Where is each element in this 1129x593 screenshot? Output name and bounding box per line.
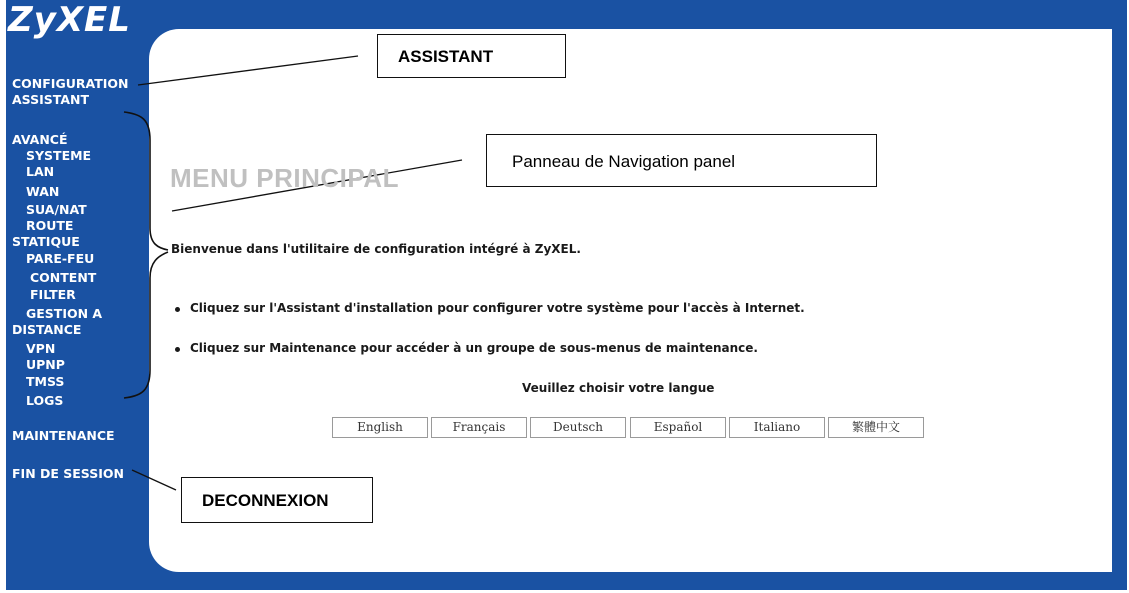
language-button-italiano[interactable]: Italiano — [729, 417, 825, 438]
language-button-francais[interactable]: Français — [431, 417, 527, 438]
nav-label-configuration: CONFIGURATION — [12, 76, 129, 91]
language-prompt: Veuillez choisir votre langue — [522, 381, 715, 395]
nav-pare-feu[interactable]: PARE-FEU — [26, 251, 95, 266]
language-button-deutsch[interactable]: Deutsch — [530, 417, 626, 438]
nav-statique[interactable]: STATIQUE — [12, 234, 80, 249]
nav-upnp[interactable]: UPNP — [26, 357, 65, 372]
zyxel-logo: ZyXEL — [8, 0, 131, 40]
nav-avance[interactable]: AVANCÉ — [12, 132, 68, 147]
nav-sua-nat[interactable]: SUA/NAT — [26, 202, 87, 217]
nav-lan[interactable]: LAN — [26, 164, 55, 179]
language-button-english[interactable]: English — [332, 417, 428, 438]
nav-filter[interactable]: FILTER — [30, 287, 76, 302]
nav-maintenance[interactable]: MAINTENANCE — [12, 428, 115, 443]
nav-distance[interactable]: DISTANCE — [12, 322, 82, 337]
callout-navigation: Panneau de Navigation panel — [486, 134, 877, 187]
nav-wan[interactable]: WAN — [26, 184, 60, 199]
bullet-dot — [175, 347, 180, 352]
nav-content[interactable]: CONTENT — [30, 270, 97, 285]
bullet-dot — [175, 307, 180, 312]
callout-assistant: ASSISTANT — [377, 34, 566, 78]
nav-gestion-a[interactable]: GESTION A — [26, 306, 103, 321]
nav-logs[interactable]: LOGS — [26, 393, 64, 408]
nav-systeme[interactable]: SYSTEME — [26, 148, 92, 163]
bullet-text-assistant: Cliquez sur l'Assistant d'installation pour configurer votre système pour l'accès à Internet. — [190, 301, 805, 315]
bullet-text-maintenance: Cliquez sur Maintenance pour accéder à un groupe de sous-menus de maintenance. — [190, 341, 758, 355]
nav-vpn[interactable]: VPN — [26, 341, 56, 356]
nav-tmss[interactable]: TMSS — [26, 374, 65, 389]
page-title: MENU PRINCIPAL — [170, 163, 399, 193]
welcome-text: Bienvenue dans l'utilitaire de configuration intégré à ZyXEL. — [171, 242, 581, 256]
callout-deconnexion: DECONNEXION — [181, 477, 373, 523]
nav-fin-de-session[interactable]: FIN DE SESSION — [12, 466, 124, 481]
nav-route[interactable]: ROUTE — [26, 218, 74, 233]
language-button-chinese[interactable]: 繁體中文 — [828, 417, 924, 438]
language-button-espanol[interactable]: Español — [630, 417, 726, 438]
nav-label-assistant: ASSISTANT — [12, 92, 89, 107]
